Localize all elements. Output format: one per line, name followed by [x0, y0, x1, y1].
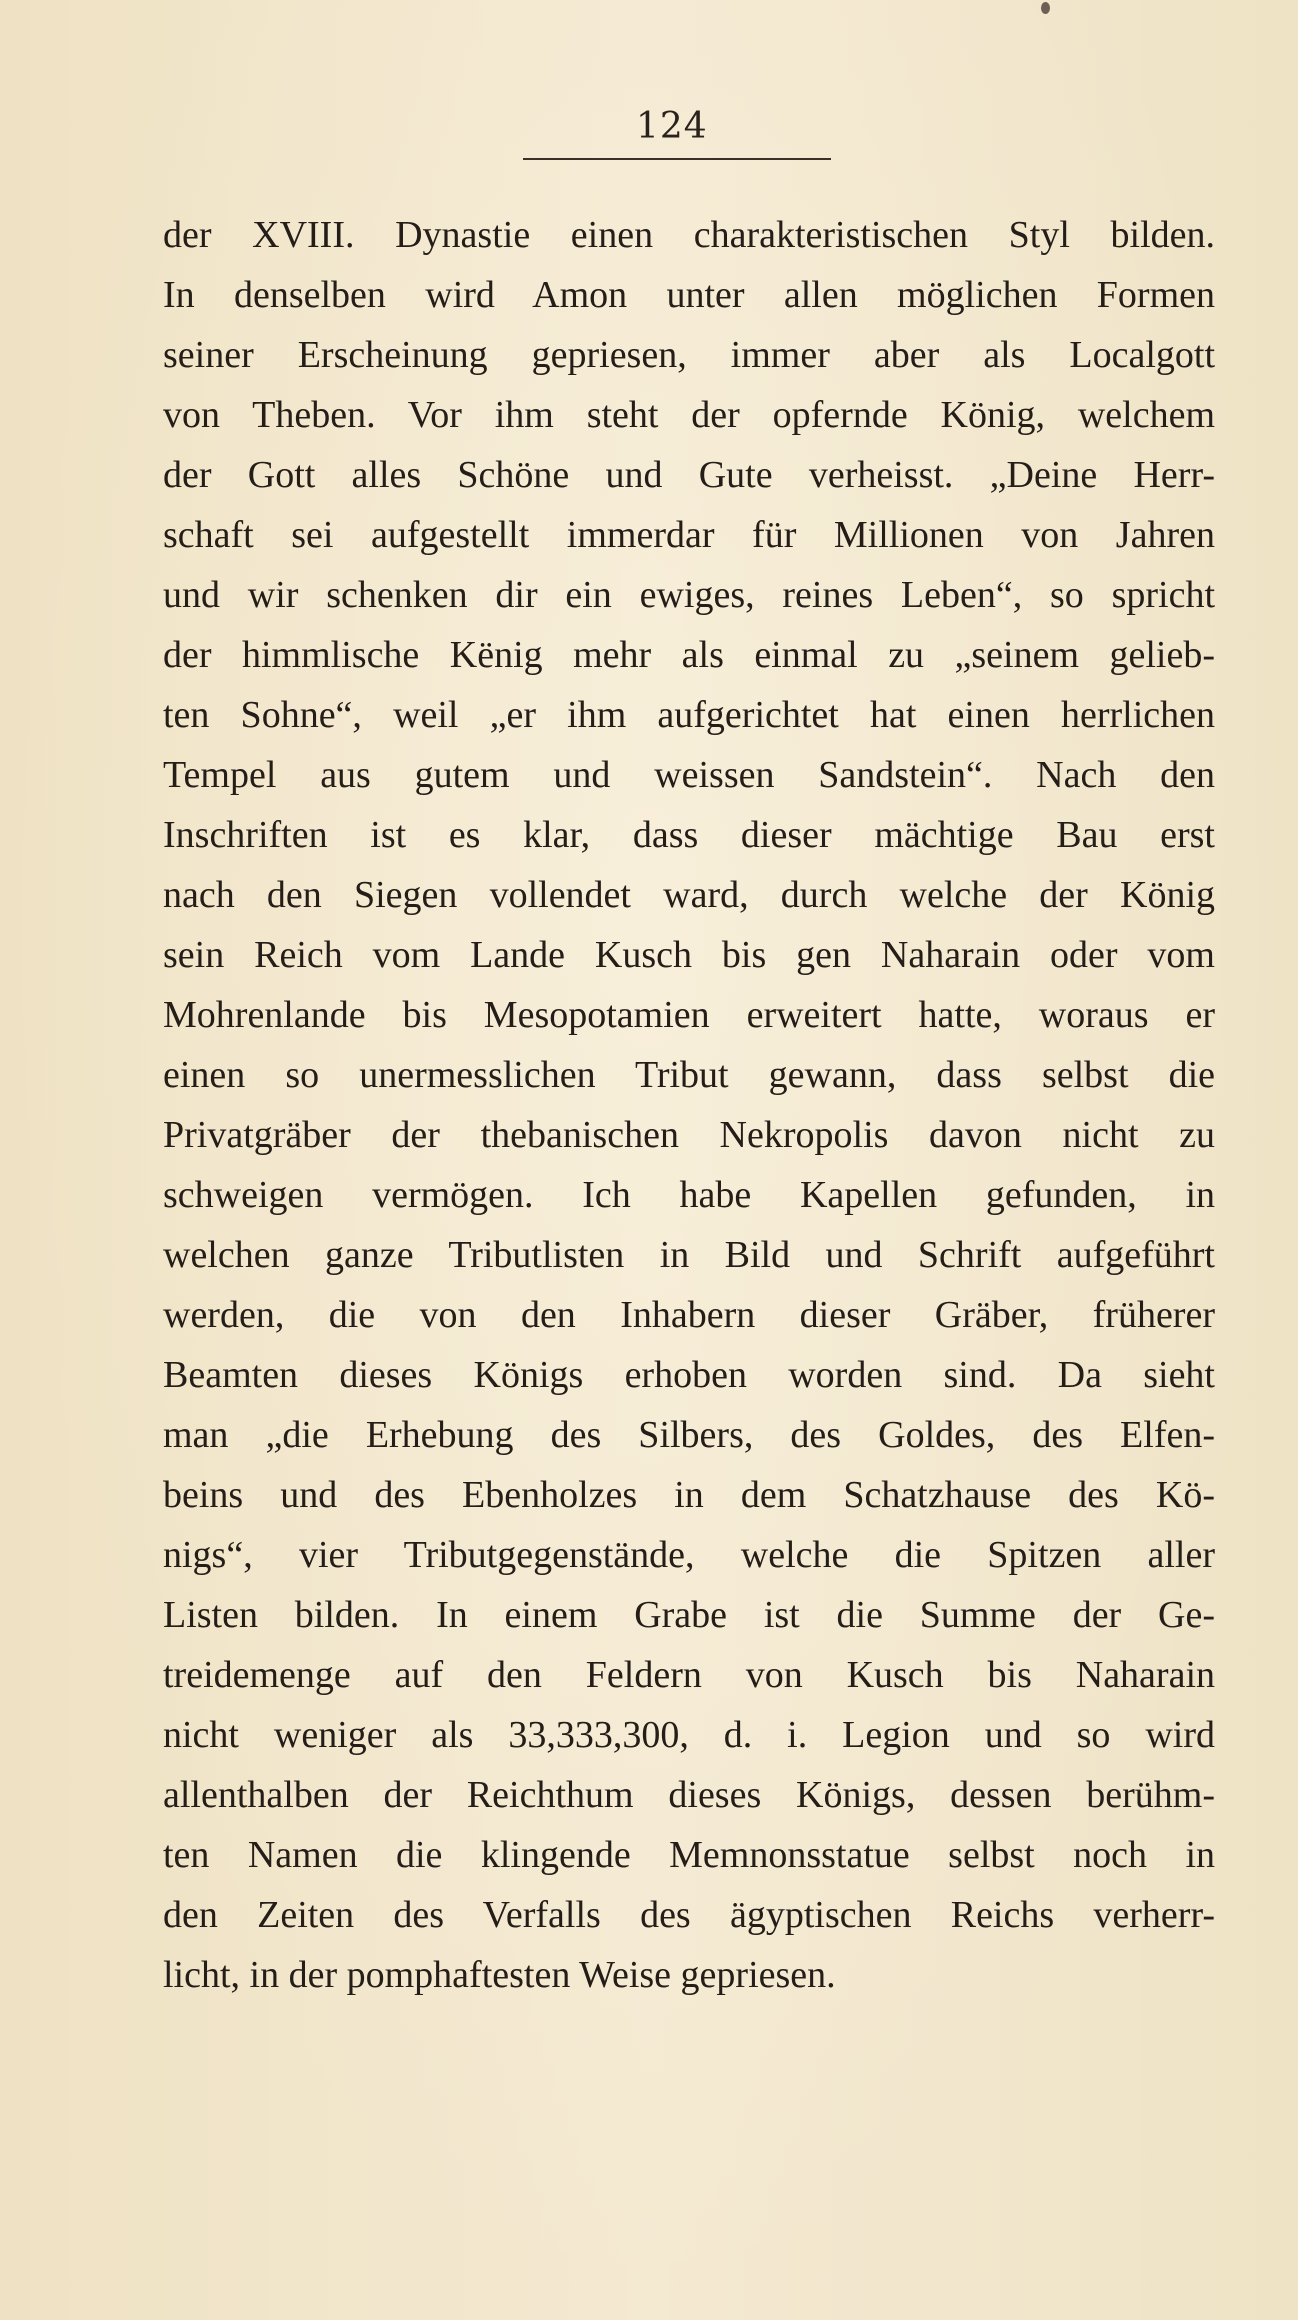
text-line: schweigen vermögen. Ich habe Kapellen gefunden, in	[163, 1174, 1215, 1216]
text-line: ten Sohne“, weil „er ihm aufgerichtet hat einen herrlichen	[163, 694, 1215, 736]
text-line: den Zeiten des Verfalls des ägyptischen Reichs verherr-	[163, 1894, 1215, 1936]
text-line: der XVIII. Dynastie einen charakteristischen Styl bilden.	[163, 214, 1215, 256]
text-line: man „die Erhebung des Silbers, des Goldes, des Elfen-	[163, 1414, 1215, 1456]
ink-speck	[1041, 2, 1050, 14]
text-line: der himmlische Kënig mehr als einmal zu „seinem gelieb-	[163, 634, 1215, 676]
text-line: Tempel aus gutem und weissen Sandstein“. Nach den	[163, 754, 1215, 796]
text-line: ten Namen die klingende Memnonsstatue selbst noch in	[163, 1834, 1215, 1876]
text-line: nach den Siegen vollendet ward, durch welche der König	[163, 874, 1215, 916]
text-line: nigs“, vier Tributgegenstände, welche die Spitzen aller	[163, 1534, 1215, 1576]
body-text	[163, 205, 1215, 2005]
text-line: und wir schenken dir ein ewiges, reines Leben“, so spricht	[163, 574, 1215, 616]
text-line: In denselben wird Amon unter allen möglichen Formen	[163, 274, 1215, 316]
page-number: 124	[636, 106, 708, 147]
text-line: Listen bilden. In einem Grabe ist die Summe der Ge-	[163, 1594, 1215, 1636]
text-line: Mohrenlande bis Mesopotamien erweitert hatte, woraus er	[163, 994, 1215, 1036]
text-line: treidemenge auf den Feldern von Kusch bis Naharain	[163, 1654, 1215, 1696]
text-line: schaft sei aufgestellt immerdar für Millionen von Jahren	[163, 514, 1215, 556]
text-line: allenthalben der Reichthum dieses Königs, dessen berühm-	[163, 1774, 1215, 1816]
text-line: welchen ganze Tributlisten in Bild und Schrift aufgeführt	[163, 1234, 1215, 1276]
text-line: Privatgräber der thebanischen Nekropolis davon nicht zu	[163, 1114, 1215, 1156]
text-line: seiner Erscheinung gepriesen, immer aber als Localgott	[163, 334, 1215, 376]
text-line: von Theben. Vor ihm steht der opfernde König, welchem	[163, 394, 1215, 436]
text-line: beins und des Ebenholzes in dem Schatzhause des Kö-	[163, 1474, 1215, 1516]
text-line: sein Reich vom Lande Kusch bis gen Naharain oder vom	[163, 934, 1215, 976]
text-line: der Gott alles Schöne und Gute verheisst. „Deine Herr-	[163, 454, 1215, 496]
text-line: Beamten dieses Königs erhoben worden sind. Da sieht	[163, 1354, 1215, 1396]
text-line: nicht weniger als 33,333,300, d. i. Legion und so wird	[163, 1714, 1215, 1756]
text-line: Inschriften ist es klar, dass dieser mächtige Bau erst	[163, 814, 1215, 856]
text-line: einen so unermesslichen Tribut gewann, dass selbst die	[163, 1054, 1215, 1096]
header-rule	[523, 158, 831, 160]
text-line: licht, in der pomphaftesten Weise gepriesen.	[163, 1954, 836, 1996]
text-line: werden, die von den Inhabern dieser Gräber, früherer	[163, 1294, 1215, 1336]
